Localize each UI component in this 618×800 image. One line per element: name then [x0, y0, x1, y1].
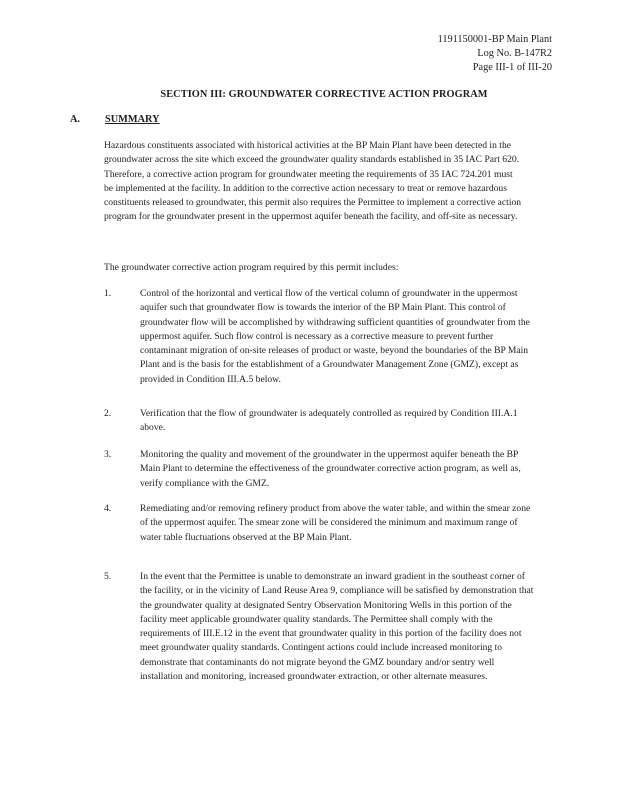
section-title: SECTION III: GROUNDWATER CORRECTIVE ACTION PROGRAM — [160, 89, 488, 100]
subsection-letter: A. — [70, 114, 81, 125]
list-item-number: 5. — [104, 571, 112, 582]
list-item-text: Monitoring the quality and movement of the groundwater in the uppermost aquifer beneath the BP Main Plant to determine the effectiveness of the groundwater corrective action program, as well as, verify compliance with the GMZ. — [140, 449, 521, 489]
list-item-number: 1. — [104, 288, 112, 299]
summary-paragraph: Hazardous constituents associated with historical activities at the BP Main Plant have been detected in the groundwater across the site which exceed the groundwater quality standards established in 35 IAC Part 620. Therefore, a corrective action program for groundwater meeting the requirements of 35 IAC 724.201 must be implemented at the facility. In addition to the corrective action necessary to treat or remove hazardous constituents released to groundwater, this permit also requires the Permittee to implement a corrective action program for the groundwater present in the uppermost aquifer beneath the facility, and off-site as necessary. — [104, 140, 522, 223]
list-item-number: 2. — [104, 408, 112, 419]
list-item-text: Verification that the flow of groundwater is adequately controlled as required by Condition III.A.1 above. — [140, 408, 518, 434]
header-permit-number: 1191150001-BP Main Plant — [437, 34, 552, 45]
program-intro-paragraph: The groundwater corrective action program required by this permit includes: — [104, 262, 399, 273]
list-item-text: In the event that the Permittee is unable to demonstrate an inward gradient in the southeast corner of the facility, or in the vicinity of Land Reuse Area 9, compliance will be satisfied by demonstration that the groundwater quality at designated Sentry Observation Monitoring Wells in this portion of the facility meet applicable groundwater quality standards. The Permittee shall comply with the requirements of III.E.12 in the event that groundwater quality in this portion of the facility does not meet groundwater quality standards. Contingent actions could include increased monitoring to demonstrate that contaminants do not migrate beyond the GMZ boundary and/or sentry well installation and monitoring, increased groundwater extraction, or other alternate measures. — [140, 571, 534, 683]
list-item-number: 3. — [104, 449, 112, 460]
list-item-number: 4. — [104, 503, 112, 514]
header-page-number: Page III-1 of III-20 — [472, 62, 552, 73]
list-item-text: Control of the horizontal and vertical flow of the vertical column of groundwater in the uppermost aquifer such that groundwater flow is towards the interior of the BP Main Plant. This control of groundwater flow will be accomplished by withdrawing sufficient quantities of groundwater from the uppermost aquifer. Such flow control is necessary as a corrective measure to prevent further contaminant migration of on-site releases of product or waste, beyond the boundaries of the BP Main Plant and is the basis for the establishment of a Groundwater Management Zone (GMZ), except as provided in Condition III.A.5 below. — [140, 288, 530, 385]
list-item-text: Remediating and/or removing refinery product from above the water table, and within the smear zone of the uppermost aquifer. The smear zone will be considered the minimum and maximum range of water table fluctuations observed at the BP Main Plant. — [140, 503, 531, 543]
subsection-title: SUMMARY — [105, 114, 160, 125]
header-log-number: Log No. B-147R2 — [477, 48, 552, 59]
document-header — [438, 33, 552, 75]
